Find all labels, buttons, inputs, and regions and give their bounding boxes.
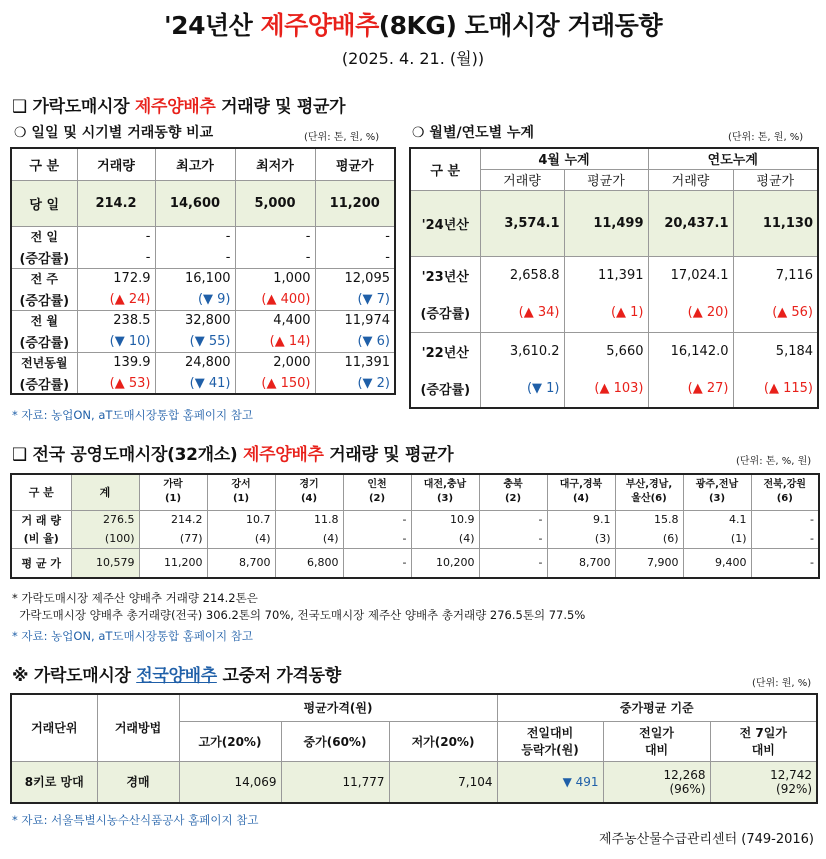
- section3-unit: (단위: 원, %): [752, 678, 812, 689]
- market-value: (6): [615, 529, 683, 548]
- row-unit: 8키로 망대: [11, 761, 97, 803]
- period-sublabel: (증감률): [11, 247, 77, 268]
- period-change: (▲ 24): [77, 289, 155, 310]
- current-value: 20,437.1: [648, 190, 733, 256]
- year-change: (▲ 27): [648, 370, 733, 408]
- market-count: (4): [300, 493, 318, 505]
- market-col-header: [275, 474, 343, 510]
- period-change: (▲ 400): [235, 289, 315, 310]
- page-title: '24년산 제주양배추(8KG) 도매시장 거래동향: [164, 11, 662, 40]
- period-change: (▼ 2): [315, 373, 395, 394]
- market-col-header: [547, 474, 615, 510]
- current-label: '24년산: [410, 190, 480, 256]
- high-price: 14,069: [179, 761, 281, 803]
- market-name: 경기: [299, 479, 319, 491]
- high-col-header: 고가(20%): [179, 721, 281, 761]
- total-col-header: 계: [71, 474, 139, 510]
- market-name: 강서: [231, 479, 251, 491]
- year-change: (▲ 20): [648, 294, 733, 332]
- current-value: 11,130: [733, 190, 818, 256]
- market-count: (2): [504, 493, 522, 505]
- period-label: 전년동월: [11, 352, 77, 373]
- period-value: -: [155, 226, 235, 247]
- monthly-subheading: ❍ 월별/연도별 누계: [412, 125, 535, 141]
- method-col-header: 거래방법: [97, 694, 179, 761]
- market-value: 4.1: [683, 510, 751, 529]
- year-value: 16,142.0: [648, 332, 733, 370]
- period-value: 1,000: [235, 268, 315, 289]
- period-value: -: [77, 226, 155, 247]
- label-col-header: 구 분: [410, 148, 480, 190]
- market-value: 8,700: [547, 548, 615, 578]
- row-label: (비 율): [11, 529, 71, 548]
- market-col-header: [683, 474, 751, 510]
- period-value: 11,974: [315, 310, 395, 331]
- period-change: -: [155, 247, 235, 268]
- market-value: 10.9: [411, 510, 479, 529]
- market-count: (3): [708, 493, 726, 505]
- market-value: -: [751, 548, 819, 578]
- market-col-header: [139, 474, 207, 510]
- period-value: 139.9: [77, 352, 155, 373]
- section1-heading: ❑ 가락도매시장 제주양배추 거래량 및 평균가: [12, 97, 346, 117]
- period-value: 238.5: [77, 310, 155, 331]
- national-market-table: [10, 473, 820, 579]
- market-name: 대구,경북: [559, 479, 603, 491]
- year-value: 2,658.8: [480, 256, 564, 294]
- market-name: 충북: [503, 479, 523, 491]
- market-value: -: [479, 548, 547, 578]
- market-value: (4): [275, 529, 343, 548]
- row-label: 거 래 량: [11, 510, 71, 529]
- period-sublabel: (증감률): [11, 373, 77, 394]
- market-value: 9.1: [547, 510, 615, 529]
- market-name: 대전,충남: [423, 479, 467, 491]
- market-value: 10.7: [207, 510, 275, 529]
- market-col-header: [207, 474, 275, 510]
- market-count: (1): [232, 493, 250, 505]
- market-value: (4): [411, 529, 479, 548]
- market-value: -: [751, 510, 819, 529]
- daily-trade-table: [10, 147, 396, 395]
- low-col-header: 저가(20%): [389, 721, 497, 761]
- section3-source: * 자료: 서울특별시농수산식품공사 홈페이지 참고: [12, 813, 259, 827]
- monthly-cumulative-table: [409, 147, 819, 409]
- label-col-header: 구 분: [11, 474, 71, 510]
- period-change: (▲ 53): [77, 373, 155, 394]
- market-name: 광주,전남: [695, 479, 739, 491]
- period-value: 16,100: [155, 268, 235, 289]
- market-value: 15.8: [615, 510, 683, 529]
- period-sublabel: (증감률): [11, 289, 77, 310]
- today-value: 11,200: [315, 180, 395, 226]
- avg-price-group-header: 평균가격(원): [179, 694, 497, 721]
- footer-contact: 제주농산물수급관리센터 (749-2016): [598, 832, 814, 847]
- section2-note2: 가락도매시장 양배추 총거래량(전국) 306.2톤의 70%, 전국도매시장 제주산 양배추 총거래량 276.5톤의 77.5%: [12, 608, 586, 622]
- april-group-header: 4월 누계: [480, 148, 648, 169]
- low-price: 7,104: [389, 761, 497, 803]
- market-value: (77): [139, 529, 207, 548]
- prevday-change-col-header: 전일대비 등락가(원): [497, 721, 603, 761]
- prev7-price-col-header: 전 7일가 대비: [710, 721, 817, 761]
- market-value: -: [343, 510, 411, 529]
- year-group-header: 연도누계: [648, 148, 818, 169]
- market-value: -: [343, 529, 411, 548]
- period-value: -: [315, 226, 395, 247]
- market-value: -: [343, 548, 411, 578]
- period-value: 12,095: [315, 268, 395, 289]
- year-sublabel: (증감률): [410, 294, 480, 332]
- market-value: 10,200: [411, 548, 479, 578]
- period-value: 2,000: [235, 352, 315, 373]
- today-value: 5,000: [235, 180, 315, 226]
- col-header: 거래량: [77, 148, 155, 180]
- period-change: (▼ 6): [315, 331, 395, 352]
- row-method: 경매: [97, 761, 179, 803]
- year-value: 5,184: [733, 332, 818, 370]
- year-value: 5,660: [564, 332, 648, 370]
- section2-source: * 자료: 농업ON, aT도매시장통합 홈페이지 참고: [12, 629, 254, 643]
- period-change: (▲ 14): [235, 331, 315, 352]
- market-value: 9,400: [683, 548, 751, 578]
- market-value: 214.2: [139, 510, 207, 529]
- period-change: -: [77, 247, 155, 268]
- year-change: (▲ 103): [564, 370, 648, 408]
- prevday-change: ▼ 491: [497, 761, 603, 803]
- period-change: (▼ 55): [155, 331, 235, 352]
- market-col-header: [479, 474, 547, 510]
- period-value: 172.9: [77, 268, 155, 289]
- report-date: (2025. 4. 21. (월)): [341, 49, 485, 68]
- market-name: 전북,강원: [763, 479, 806, 491]
- market-col-header: [615, 474, 683, 510]
- year-value: 7,116: [733, 256, 818, 294]
- sub-col-header: 거래량: [480, 169, 564, 190]
- prevday-price-col-header: 전일가 대비: [603, 721, 710, 761]
- period-change: (▼ 41): [155, 373, 235, 394]
- period-change: (▼ 10): [77, 331, 155, 352]
- period-value: -: [235, 226, 315, 247]
- market-name: 인천: [367, 479, 387, 491]
- period-label: 전 월: [11, 310, 77, 331]
- prevday-ratio: 12,268 (96%): [603, 761, 710, 803]
- section3-heading: ※ 가락도매시장 전국양배추 고중저 가격동향: [12, 666, 341, 686]
- market-value: (3): [547, 529, 615, 548]
- market-count: (2): [368, 493, 386, 505]
- market-name: 가락: [163, 479, 183, 491]
- market-col-header: [751, 474, 819, 510]
- sub-col-header: 거래량: [648, 169, 733, 190]
- today-value: 214.2: [77, 180, 155, 226]
- mid-col-header: 중가(60%): [281, 721, 389, 761]
- year-label: '23년산: [410, 256, 480, 294]
- period-change: (▼ 9): [155, 289, 235, 310]
- section2-note1: * 가락도매시장 제주산 양배추 거래량 214.2톤은: [12, 591, 258, 605]
- sub-col-header: 평균가: [733, 169, 818, 190]
- prev7-ratio: 12,742 (92%): [710, 761, 817, 803]
- section2-heading: ❑ 전국 공영도매시장(32개소) 제주양배추 거래량 및 평균가: [12, 445, 454, 465]
- market-count: (6): [776, 493, 793, 505]
- daily-subheading: ❍ 일일 및 시기별 거래동향 비교: [14, 125, 214, 141]
- period-change: -: [235, 247, 315, 268]
- year-change: (▲ 34): [480, 294, 564, 332]
- year-sublabel: (증감률): [410, 370, 480, 408]
- market-value: 8,700: [207, 548, 275, 578]
- today-value: 14,600: [155, 180, 235, 226]
- market-value: 10,579: [71, 548, 139, 578]
- col-header: 최저가: [235, 148, 315, 180]
- year-value: 3,610.2: [480, 332, 564, 370]
- market-count: 울산(6): [631, 493, 667, 505]
- section1-source: * 자료: 농업ON, aT도매시장통합 홈페이지 참고: [12, 408, 254, 422]
- period-label: 전 일: [11, 226, 77, 247]
- col-header: 구 분: [11, 148, 77, 180]
- market-value: -: [479, 510, 547, 529]
- period-sublabel: (증감률): [11, 331, 77, 352]
- market-value: (1): [683, 529, 751, 548]
- period-value: 32,800: [155, 310, 235, 331]
- year-change: (▲ 1): [564, 294, 648, 332]
- period-change: (▲ 150): [235, 373, 315, 394]
- monthly-unit: (단위: 톤, 원, %): [728, 132, 804, 143]
- price-trend-table: [10, 693, 818, 804]
- market-value: -: [751, 529, 819, 548]
- market-name: 부산,경남,: [625, 479, 673, 491]
- year-change: (▲ 115): [733, 370, 818, 408]
- current-value: 3,574.1: [480, 190, 564, 256]
- market-count: (3): [436, 493, 454, 505]
- market-value: (100): [71, 529, 139, 548]
- year-value: 17,024.1: [648, 256, 733, 294]
- market-count: (4): [572, 493, 590, 505]
- market-value: 276.5: [71, 510, 139, 529]
- market-value: 11,200: [139, 548, 207, 578]
- row-label: 평 균 가: [11, 548, 71, 578]
- market-value: 11.8: [275, 510, 343, 529]
- market-value: -: [479, 529, 547, 548]
- current-value: 11,499: [564, 190, 648, 256]
- today-label: 당 일: [11, 180, 77, 226]
- period-value: 4,400: [235, 310, 315, 331]
- market-value: 6,800: [275, 548, 343, 578]
- year-change: (▲ 56): [733, 294, 818, 332]
- market-count: (1): [164, 493, 182, 505]
- period-change: (▼ 7): [315, 289, 395, 310]
- col-header: 최고가: [155, 148, 235, 180]
- col-header: 평균가: [315, 148, 395, 180]
- daily-unit: (단위: 톤, 원, %): [304, 132, 380, 143]
- year-change: (▼ 1): [480, 370, 564, 408]
- sub-col-header: 평균가: [564, 169, 648, 190]
- mid-basis-group-header: 중가평균 기준: [497, 694, 817, 721]
- period-value: 24,800: [155, 352, 235, 373]
- mid-price: 11,777: [281, 761, 389, 803]
- market-col-header: [343, 474, 411, 510]
- unit-col-header: 거래단위: [11, 694, 97, 761]
- period-value: 11,391: [315, 352, 395, 373]
- section2-unit: (단위: 톤, %, 원): [736, 456, 812, 467]
- market-value: 7,900: [615, 548, 683, 578]
- market-col-header: [411, 474, 479, 510]
- year-label: '22년산: [410, 332, 480, 370]
- period-change: -: [315, 247, 395, 268]
- market-value: (4): [207, 529, 275, 548]
- year-value: 11,391: [564, 256, 648, 294]
- period-label: 전 주: [11, 268, 77, 289]
